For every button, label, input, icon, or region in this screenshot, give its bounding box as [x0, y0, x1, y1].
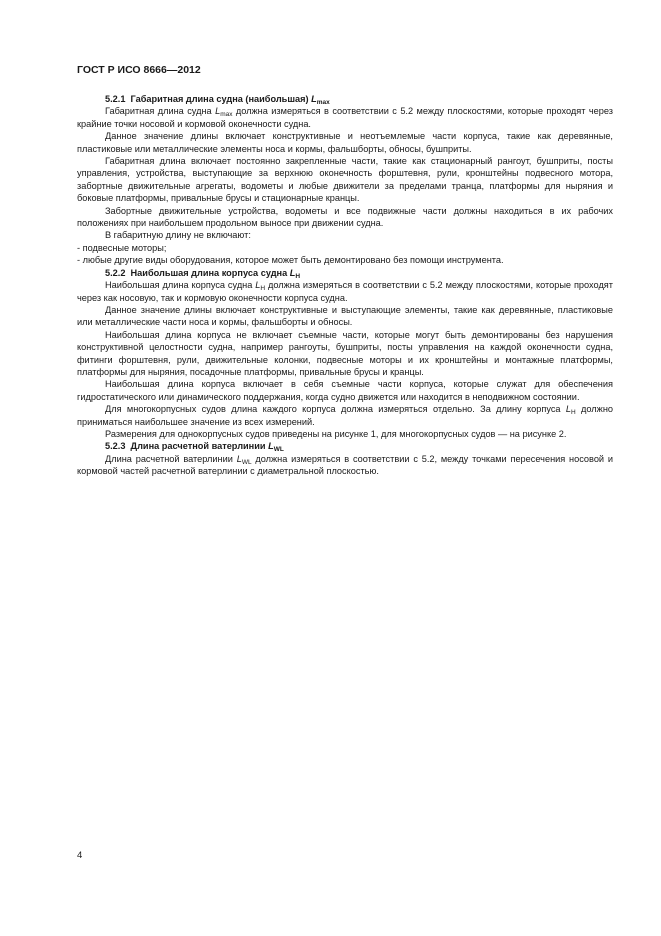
section-number: 5.2.1	[105, 94, 126, 104]
section-title: Длина расчетной ватерлинии	[130, 441, 266, 452]
symbol-subscript: H	[260, 285, 266, 293]
symbol: L	[565, 404, 571, 415]
text: Габаритная длина судна	[105, 106, 216, 117]
symbol: L	[311, 94, 317, 104]
symbol: L	[289, 267, 296, 278]
paragraph: В габаритную длину не включают:	[105, 230, 251, 241]
symbol: L	[215, 106, 221, 117]
paragraph: Забортные движительные устройства, водометы и все подвижные части должны находиться в их рабочих положениях при наибольшем продольном выносе при движении судна.	[77, 205, 613, 229]
section-title: Наибольшая длина корпуса судна	[130, 267, 288, 278]
section-heading-5-2-2	[77, 267, 613, 279]
text: должно приниматься наибольшее значение из всех измерений.	[77, 404, 614, 427]
paragraph: Габаритная длина включает постоянно закрепленные части, такие как стационарный рангоут, бушприты, посты управления, устройства, выступающие за верхнюю оконечность форштевня, рули, кронштейны подвесного мотора, забортные движительные агрегаты, водометы и любые движители за пределами транца, платформы для ныряния и боковые платформы, привальные брусы и стационарные кранцы.	[77, 156, 613, 204]
section-number: 5.2.3	[105, 441, 126, 452]
text: Наибольшая длина корпуса судна	[105, 280, 256, 291]
document-header: ГОСТ Р ИСО 8666—2012	[77, 64, 201, 76]
paragraph	[77, 453, 613, 478]
symbol: L	[268, 441, 274, 452]
symbol: L	[255, 280, 261, 291]
document-body	[77, 93, 613, 478]
paragraph	[77, 403, 613, 428]
section-number: 5.2.2	[105, 267, 126, 278]
list-item: - любые другие виды оборудования, которое может быть демонтировано без помощи инструмента.	[77, 255, 504, 266]
symbol-subscript: max	[316, 99, 330, 106]
section-heading-5-2-3	[77, 440, 613, 452]
text: Для многокорпусных судов длина каждого корпуса должна измеряться отдельно. За длину корпуса	[105, 404, 566, 415]
paragraph	[77, 105, 613, 130]
paragraph: Данное значение длины включает конструктивные и неотъемлемые части корпуса, такие как деревянные, пластиковые или металлические элементы носа и кормы, фальшборты, обносы, бушприты.	[77, 131, 613, 154]
text: должна измеряться в соответствии с 5.2, между точками пересечения носовой и кормовой частей расчетной ватерлинии с диаметральной плоскостью.	[77, 453, 614, 477]
paragraph	[77, 279, 613, 304]
text: должна измеряться в соответствии с 5.2 между плоскостями, которые проходят через крайние точки носовой и кормовой оконечности судна.	[77, 106, 613, 129]
page-number: 4	[77, 850, 83, 861]
text: должна измеряться в соответствии с 5.2 между плоскостями, которые проходят через как носовую, так и кормовую оконечности корпуса судна.	[77, 280, 613, 303]
symbol-subscript: WL	[241, 458, 252, 466]
paragraph: Наибольшая длина корпуса включает в себя съемные части корпуса, которые служат для обеспечения гидростатического или динамического поддержания, когда судно движется или находится в неподвижном состоянии.	[77, 379, 613, 402]
symbol: L	[236, 453, 242, 464]
symbol-subscript: H	[295, 272, 301, 280]
paragraph: Наибольшая длина корпуса не включает съемные части, которые могут быть демонтированы без нарушения конструктивной целостности судна, например рангоуты, бушприты, посты управления на каждой оконечности судна, фитинги форштевня, рули, движительные колонки, подвесные моторы и их кронштейны и монтажные платформы, платформы для ныряния, посадочные платформы, привальные брусы и кранцы.	[77, 329, 613, 377]
section-heading-5-2-1	[77, 93, 613, 105]
text: Длина расчетной ватерлинии	[105, 453, 237, 464]
section-title: Габаритная длина судна (наибольшая)	[130, 94, 309, 104]
symbol-subscript: WL	[273, 446, 284, 454]
paragraph: Размерения для однокорпусных судов приведены на рисунке 1, для многокорпусных судов — на рисунке 2.	[105, 428, 567, 439]
paragraph: Данное значение длины включает конструктивные и выступающие элементы, такие как деревянные, пластиковые или металлические части носа и кормы, фальшборты и обносы.	[77, 304, 613, 328]
list-item: - подвесные моторы;	[77, 242, 167, 253]
symbol-subscript: H	[571, 409, 576, 417]
symbol-subscript: max	[220, 111, 233, 119]
